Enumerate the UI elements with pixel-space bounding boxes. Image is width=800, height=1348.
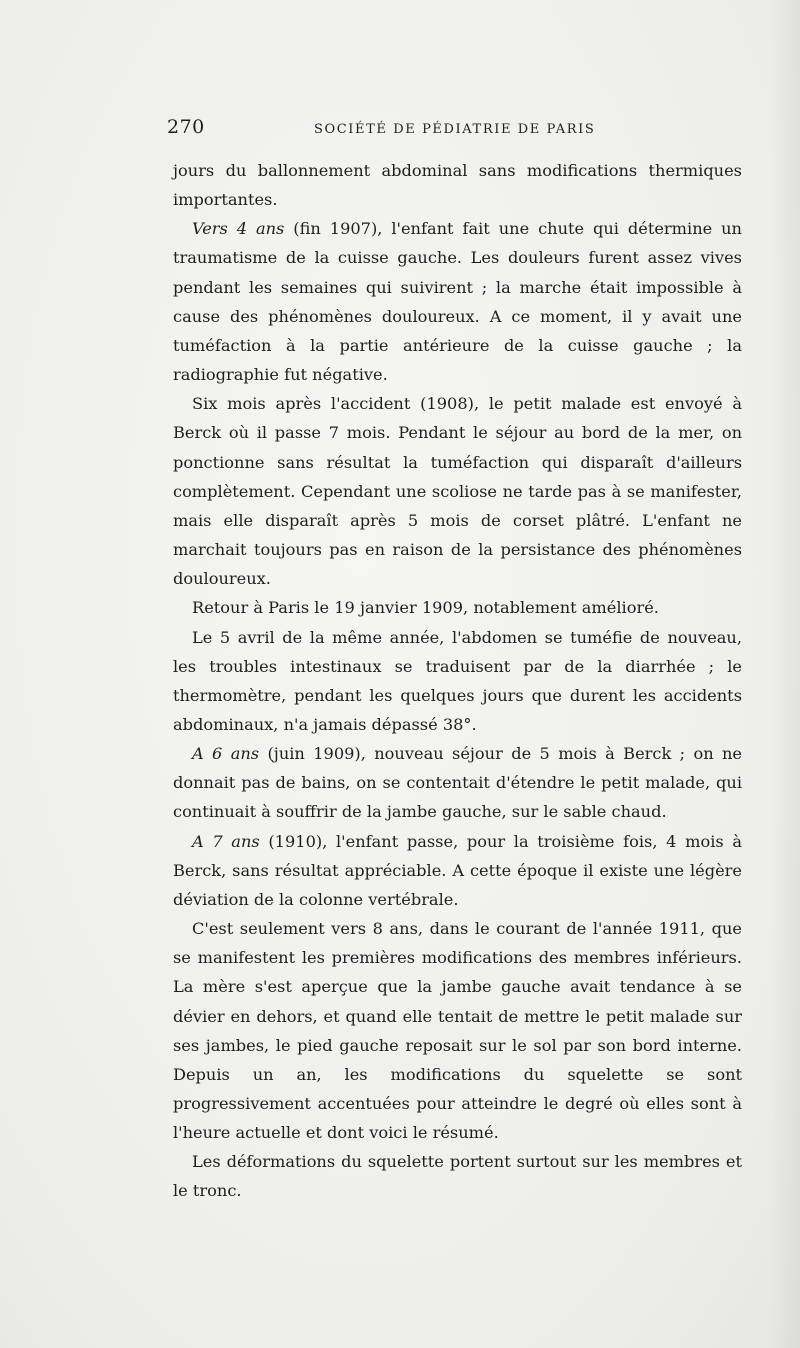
paragraph-lead-age: Vers 4 ans bbox=[192, 219, 285, 239]
paragraph-lead-age: A 7 ans bbox=[192, 831, 260, 851]
paragraph-text: jours du ballonnement abdominal sans modifications thermiques importantes. bbox=[173, 161, 742, 210]
paragraph-5 bbox=[173, 623, 742, 740]
paragraph-9 bbox=[173, 1147, 742, 1205]
paragraph-6 bbox=[173, 739, 742, 826]
paragraph-text: (juin 1909), nouveau séjour de 5 mois à Berck ; on ne donnait pas de bains, on se contentait d'étendre le petit malade, qui continuait à souffrir de la jambe gauche, sur le sable chaud. bbox=[173, 744, 742, 822]
paragraph-text: C'est seulement vers 8 ans, dans le courant de l'année 1911, que se manifestent les premières modifications des membres inférieurs. La mère s'est aperçue que la jambe gauche avait tendance à se dévier en dehors, et quand elle tentait de mettre le petit malade sur ses jambes, le pied gauche reposait sur le sol par son bord interne. Depuis un an, les modifications du squelette se sont progressivement accentuées pour atteindre le degré où elles sont à l'heure actuelle et dont voici le résumé. bbox=[173, 919, 742, 1143]
page-number: 270 bbox=[167, 116, 205, 138]
paragraph-7 bbox=[173, 827, 742, 914]
paragraph-text: Le 5 avril de la même année, l'abdomen se tuméfie de nouveau, les troubles intestinaux se traduisent par de la diarrhée ; le thermomètre, pendant les quelques jours que durent les accidents abdominaux, n'a jamais dépassé 38°. bbox=[173, 627, 742, 734]
running-title: SOCIÉTÉ DE PÉDIATRIE DE PARIS bbox=[314, 122, 596, 137]
paragraph-4 bbox=[173, 593, 742, 622]
paragraph-text: Les déformations du squelette portent surtout sur les membres et le tronc. bbox=[173, 1152, 742, 1201]
page-edge-shadow bbox=[770, 0, 800, 1348]
paragraph-1 bbox=[173, 156, 742, 214]
paragraph-2 bbox=[173, 214, 742, 389]
paragraph-8 bbox=[173, 914, 742, 1147]
paragraph-text: Retour à Paris le 19 janvier 1909, notablement amélioré. bbox=[192, 598, 659, 618]
paragraph-3 bbox=[173, 389, 742, 593]
body-text bbox=[173, 156, 742, 1206]
paragraph-lead-age: A 6 ans bbox=[192, 744, 260, 764]
paragraph-text: Six mois après l'accident (1908), le petit malade est envoyé à Berck où il passe 7 mois. Pendant le séjour au bord de la mer, on ponctionne sans résultat la tuméfaction qui disparaît d'ailleurs complètement. Cependant une scoliose ne tarde pas à se manifester, mais elle disparaît après 5 mois de corset plâtré. L'enfant ne marchait toujours pas en raison de la persistance des phénomènes douloureux. bbox=[173, 394, 742, 589]
paragraph-text: (fin 1907), l'enfant fait une chute qui détermine un traumatisme de la cuisse gauche. Les douleurs furent assez vives pendant les semaines qui suivirent ; la marche était impossible à cause des phénomènes douloureux. A ce moment, il y avait une tuméfaction à la partie antérieure de la cuisse gauche ; la radiographie fut négative. bbox=[173, 219, 742, 385]
paragraph-text: (1910), l'enfant passe, pour la troisième fois, 4 mois à Berck, sans résultat appréciable. A cette époque il existe une légère déviation de la colonne vertébrale. bbox=[173, 831, 742, 909]
